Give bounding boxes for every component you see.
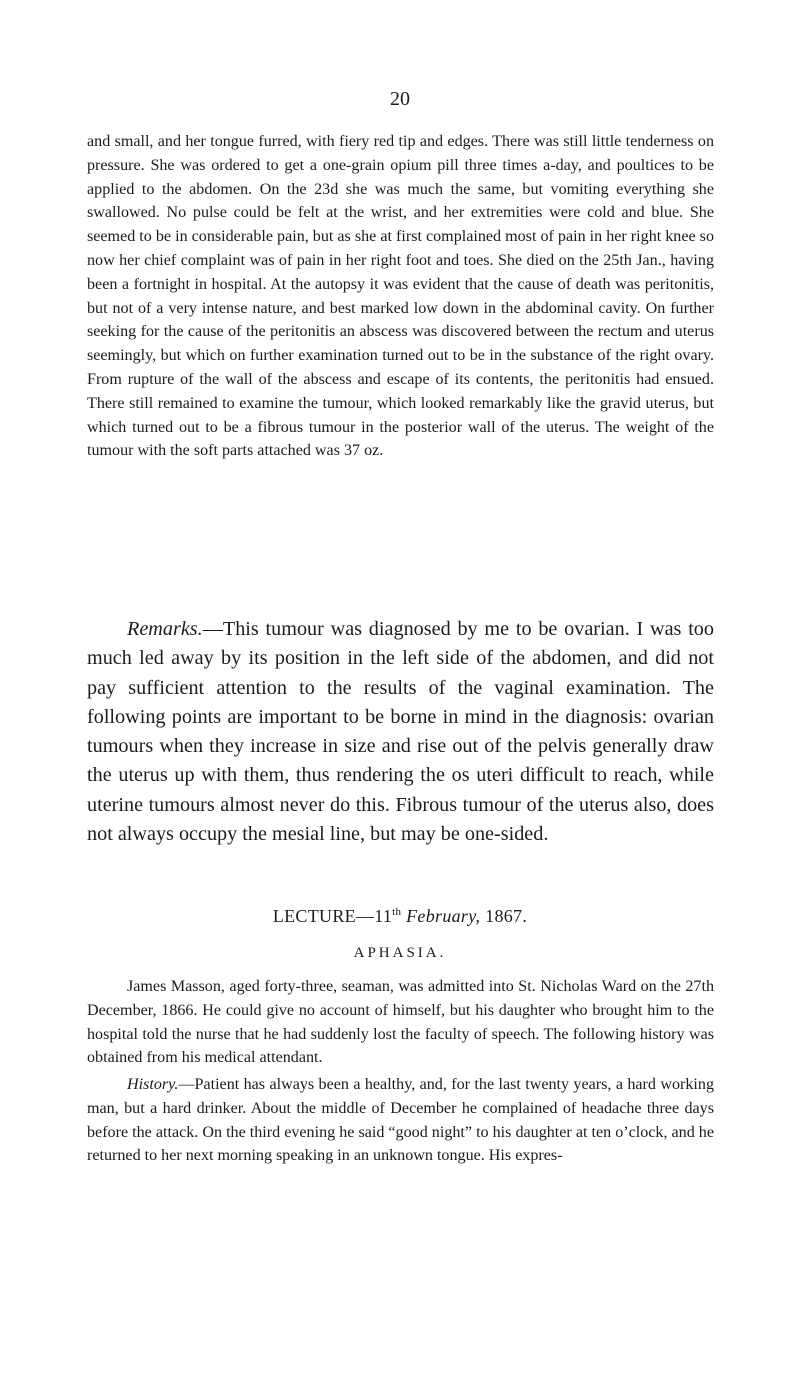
remarks-paragraph (87, 615, 714, 849)
case-intro-paragraph: James Masson, aged forty-three, seaman, was admitted into St. Nicholas Ward on the 27th December, 1866. He could give no account of himself, but his daughter who brought him to the hospital told the nurse that he had suddenly lost the faculty of speech. The following history was obtained from his medical attendant. (87, 978, 714, 1067)
history-text: —Patient has always been a healthy, and, for the last twenty years, a hard working man, but a hard drinker. About the middle of December he complained of headache three days before the attack. On the third evening he said “good night” to his daughter at ten o’clock, and he returned to her next morning speaking in an unknown tongue. His expres- (87, 1076, 714, 1165)
lecture-ordinal-suffix: th (392, 906, 402, 918)
lecture-month: February, (406, 906, 481, 926)
remarks-label: Remarks. (127, 618, 203, 640)
case-continuation-paragraph: and small, and her tongue furred, with fiery red tip and edges. There was still little tenderness on pressure. She was ordered to get a one-grain opium pill three times a-day, and poultices to be applied to the abdomen. On the 23d she was much the same, but vomiting everything she swallowed. No pulse could be felt at the wrist, and her extremities were cold and blue. She seemed to be in considerable pain, but as she at first complained most of pain in her right knee so now her chief complaint was of pain in her right foot and toes. She died on the 25th Jan., having been a fortnight in hospital. At the autopsy it was evident that the cause of death was peritonitis, but not of a very intense nature, and best marked low down in the abdominal cavity. On further seeking for the cause of the peritonitis an abscess was discovered between the rectum and uterus seemingly, but which on further examination turned out to be in the substance of the right ovary. From rupture of the wall of the abscess and escape of its contents, the peritonitis had ensued. There still remained to examine the tumour, which looked remarkably like the gravid uterus, but which turned out to be a fibrous tumour in the posterior wall of the uterus. The weight of the tumour with the soft parts attached was 37 oz. (87, 133, 714, 460)
page-number: 20 (390, 88, 410, 110)
lecture-heading (0, 906, 800, 927)
lecture-prefix: LECTURE—11 (272, 906, 393, 926)
history-label: History. (127, 1076, 179, 1093)
remarks-text: —This tumour was diagnosed by me to be ovarian. I was too much led away by its position in the left side of the abdomen, and did not pay sufficient attention to the results of the vaginal examination. The following points are important to be borne in mind in the diagnosis: ovarian tumours when they increase in size and rise out of the pelvis generally draw the uterus up with them, thus rendering the os uteri difficult to reach, while uterine tumours almost never do this. Fibrous tumour of the uterus also, does not always occupy the mesial line, but may be one-sided. (87, 618, 714, 846)
history-paragraph (87, 1073, 714, 1168)
section-title: APHASIA. (353, 945, 447, 961)
lecture-year: 1867. (480, 906, 528, 926)
